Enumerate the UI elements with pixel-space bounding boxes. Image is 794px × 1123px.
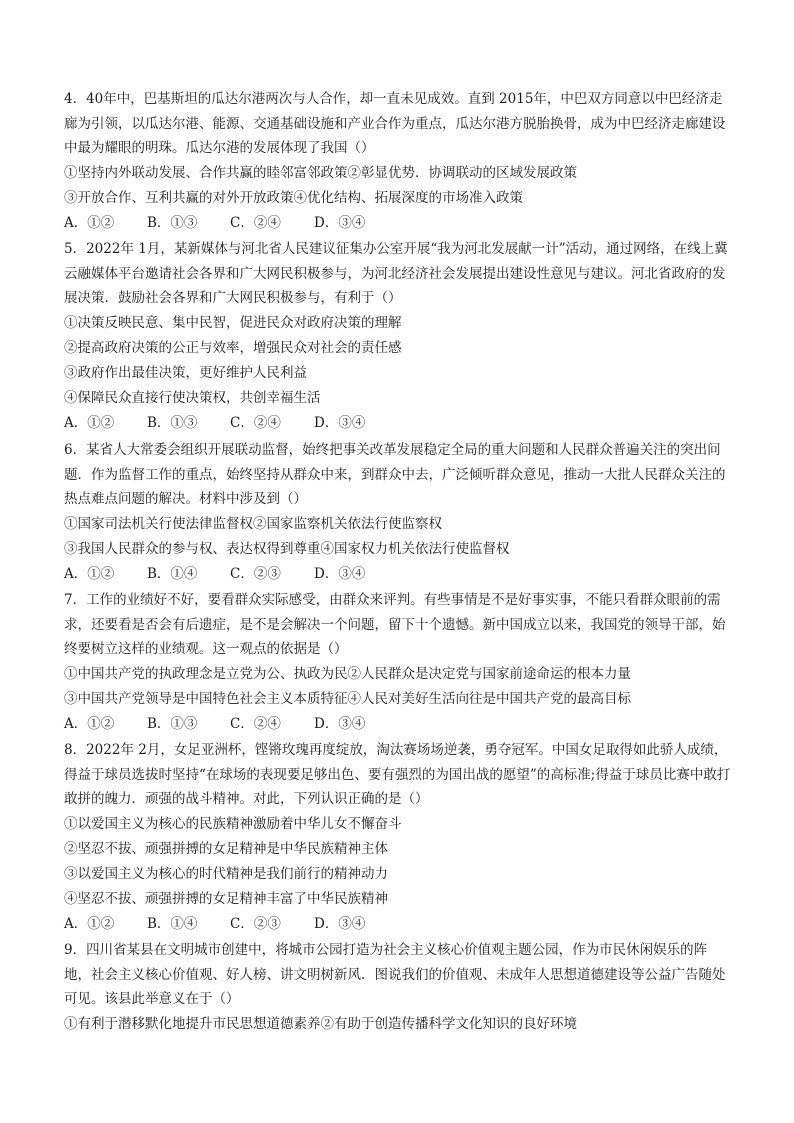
statement-line: ①以爱国主义为核心的民族精神激励着中华儿女不懈奋斗: [64, 815, 402, 832]
answer-choices: [64, 712, 734, 737]
statement-line: ③政府作出最佳决策，更好维护人民利益: [64, 364, 307, 381]
statement-line: ①国家司法机关行使法律监督权②国家监察机关依法行使监察权: [64, 515, 442, 532]
question-stem: 7．工作的业绩好不好，要看群众实际感受，由群众来评判。有些事情是不是好事实事，不能只看群众眼前的需求，还要看是否会有后遗症，是不是会解决一个问题，留下十个遗憾。新中国成立以来，我国党的领导干部，始终要树立这样的业绩观。这一观点的依据是（）: [64, 592, 726, 658]
choice-c[interactable]: C．②③: [230, 565, 281, 582]
statement-line: ③我国人民群众的参与权、表达权得到尊重④国家权力机关依法行使监督权: [64, 540, 510, 557]
choice-c[interactable]: C．②④: [230, 214, 281, 231]
question-7: [64, 588, 734, 737]
answer-choices: [64, 211, 734, 236]
choice-a[interactable]: A．①②: [64, 565, 115, 582]
statement-line: ①坚持内外联动发展、合作共赢的睦邻富邻政策②彰显优势．协调联动的区域发展政策: [64, 164, 577, 181]
choice-d[interactable]: D．③④: [314, 414, 366, 431]
choice-a[interactable]: A．①②: [64, 915, 115, 932]
choice-a[interactable]: A．①②: [64, 414, 115, 431]
choice-b[interactable]: B．①④: [147, 915, 198, 932]
statement-line: ①中国共产党的执政理念是立党为公、执政为民②人民群众是决定党与国家前途命运的根本力量: [64, 665, 631, 682]
question-stem: 5．2022年 1月，某新媒体与河北省人民建议征集办公室开展“我为河北发展献一计”活动，通过网络，在线上冀云融媒体平台邀请社会各界和广大网民积极参与，为河北经济社会发展提出建设性意见与建议。河北省政府的发展决策．鼓励社会各界和广大网民积极参与，有利于（）: [64, 241, 728, 307]
question-9: [64, 938, 734, 1037]
choice-a[interactable]: A．①②: [64, 214, 115, 231]
choice-b[interactable]: B．①③: [147, 214, 198, 231]
choice-a[interactable]: A．①②: [64, 715, 115, 732]
question-stem: 9．四川省某县在文明城市创建中，将城市公园打造为社会主义核心价值观主题公园，作为市民休闲娱乐的阵地，社会主义核心价值观、好人榜、讲文明树新风．图说我们的价值观、未成年人思想道德建设等公益广告随处可见。该县此举意义在于（）: [64, 942, 726, 1008]
question-5: [64, 237, 734, 436]
statement-line: ②坚忍不拔、顽强拼搏的女足精神是中华民族精神主体: [64, 840, 388, 857]
choice-b[interactable]: B．①③: [147, 715, 198, 732]
statement-line: ①决策反映民意、集中民智，促进民众对政府决策的理解: [64, 314, 402, 331]
question-4: [64, 87, 734, 236]
question-stem: 4．40年中，巴基斯坦的瓜达尔港两次与人合作，却一直未见成效。直到 2015年，中巴双方同意以中巴经济走廊为引领，以瓜达尔港、能源、交通基础设施和产业合作为重点，瓜达尔港方脱胎换骨，成为中巴经济走廊建设中最为耀眼的明珠。瓜达尔港的发展体现了我国（）: [64, 91, 726, 157]
answer-choices: [64, 562, 734, 587]
choice-d[interactable]: D．③④: [314, 915, 366, 932]
question-stem: 8．2022年 2月，女足亚洲杯，铿锵玫瑰再度绽放，淘汰赛场场逆袭，勇夺冠军。中国女足取得如此骄人成绩，得益于球员选拔时坚持“在球场的表现要足够出色、要有强烈的为国出战的愿望”的高标准;得益于球员比赛中敢打敢拼的魄力．顽强的战斗精神。对此，下列认识正确的是（）: [64, 742, 731, 808]
statement-line: ③中国共产党领导是中国特色社会主义本质特征④人民对美好生活向往是中国共产党的最高目标: [64, 690, 631, 707]
statement-line: ②提高政府决策的公正与效率，增强民众对社会的责任感: [64, 339, 402, 356]
question-6: [64, 438, 734, 587]
choice-d[interactable]: D．③④: [314, 715, 366, 732]
answer-choices: [64, 411, 734, 436]
statement-line: ①有利于潜移默化地提升市民思想道德素养②有助于创造传播科学文化知识的良好环境: [64, 1015, 577, 1032]
choice-d[interactable]: D．③④: [314, 565, 366, 582]
statement-line: ③以爱国主义为核心的时代精神是我们前行的精神动力: [64, 865, 388, 882]
choice-c[interactable]: C．②④: [230, 414, 281, 431]
choice-b[interactable]: B．①③: [147, 414, 198, 431]
statement-line: ③开放合作、互利共赢的对外开放政策④优化结构、拓展深度的市场准入政策: [64, 189, 523, 206]
statement-line: ④坚忍不拔、顽强拼搏的女足精神丰富了中华民族精神: [64, 890, 388, 907]
answer-choices: [64, 912, 734, 937]
choice-d[interactable]: D．③④: [314, 214, 366, 231]
question-8: [64, 738, 734, 937]
choice-c[interactable]: C．②④: [230, 715, 281, 732]
choice-b[interactable]: B．①④: [147, 565, 198, 582]
question-stem: 6．某省人大常委会组织开展联动监督，始终把事关改革发展稳定全局的重大问题和人民群众普遍关注的突出问题．作为监督工作的重点，始终坚持从群众中来，到群众中去，广泛倾听群众意见，推动一大批人民群众关注的热点难点问题的解决。材料中涉及到（）: [64, 442, 726, 508]
choice-c[interactable]: C．②③: [230, 915, 281, 932]
statement-line: ④保障民众直接行使决策权，共创幸福生活: [64, 389, 321, 406]
